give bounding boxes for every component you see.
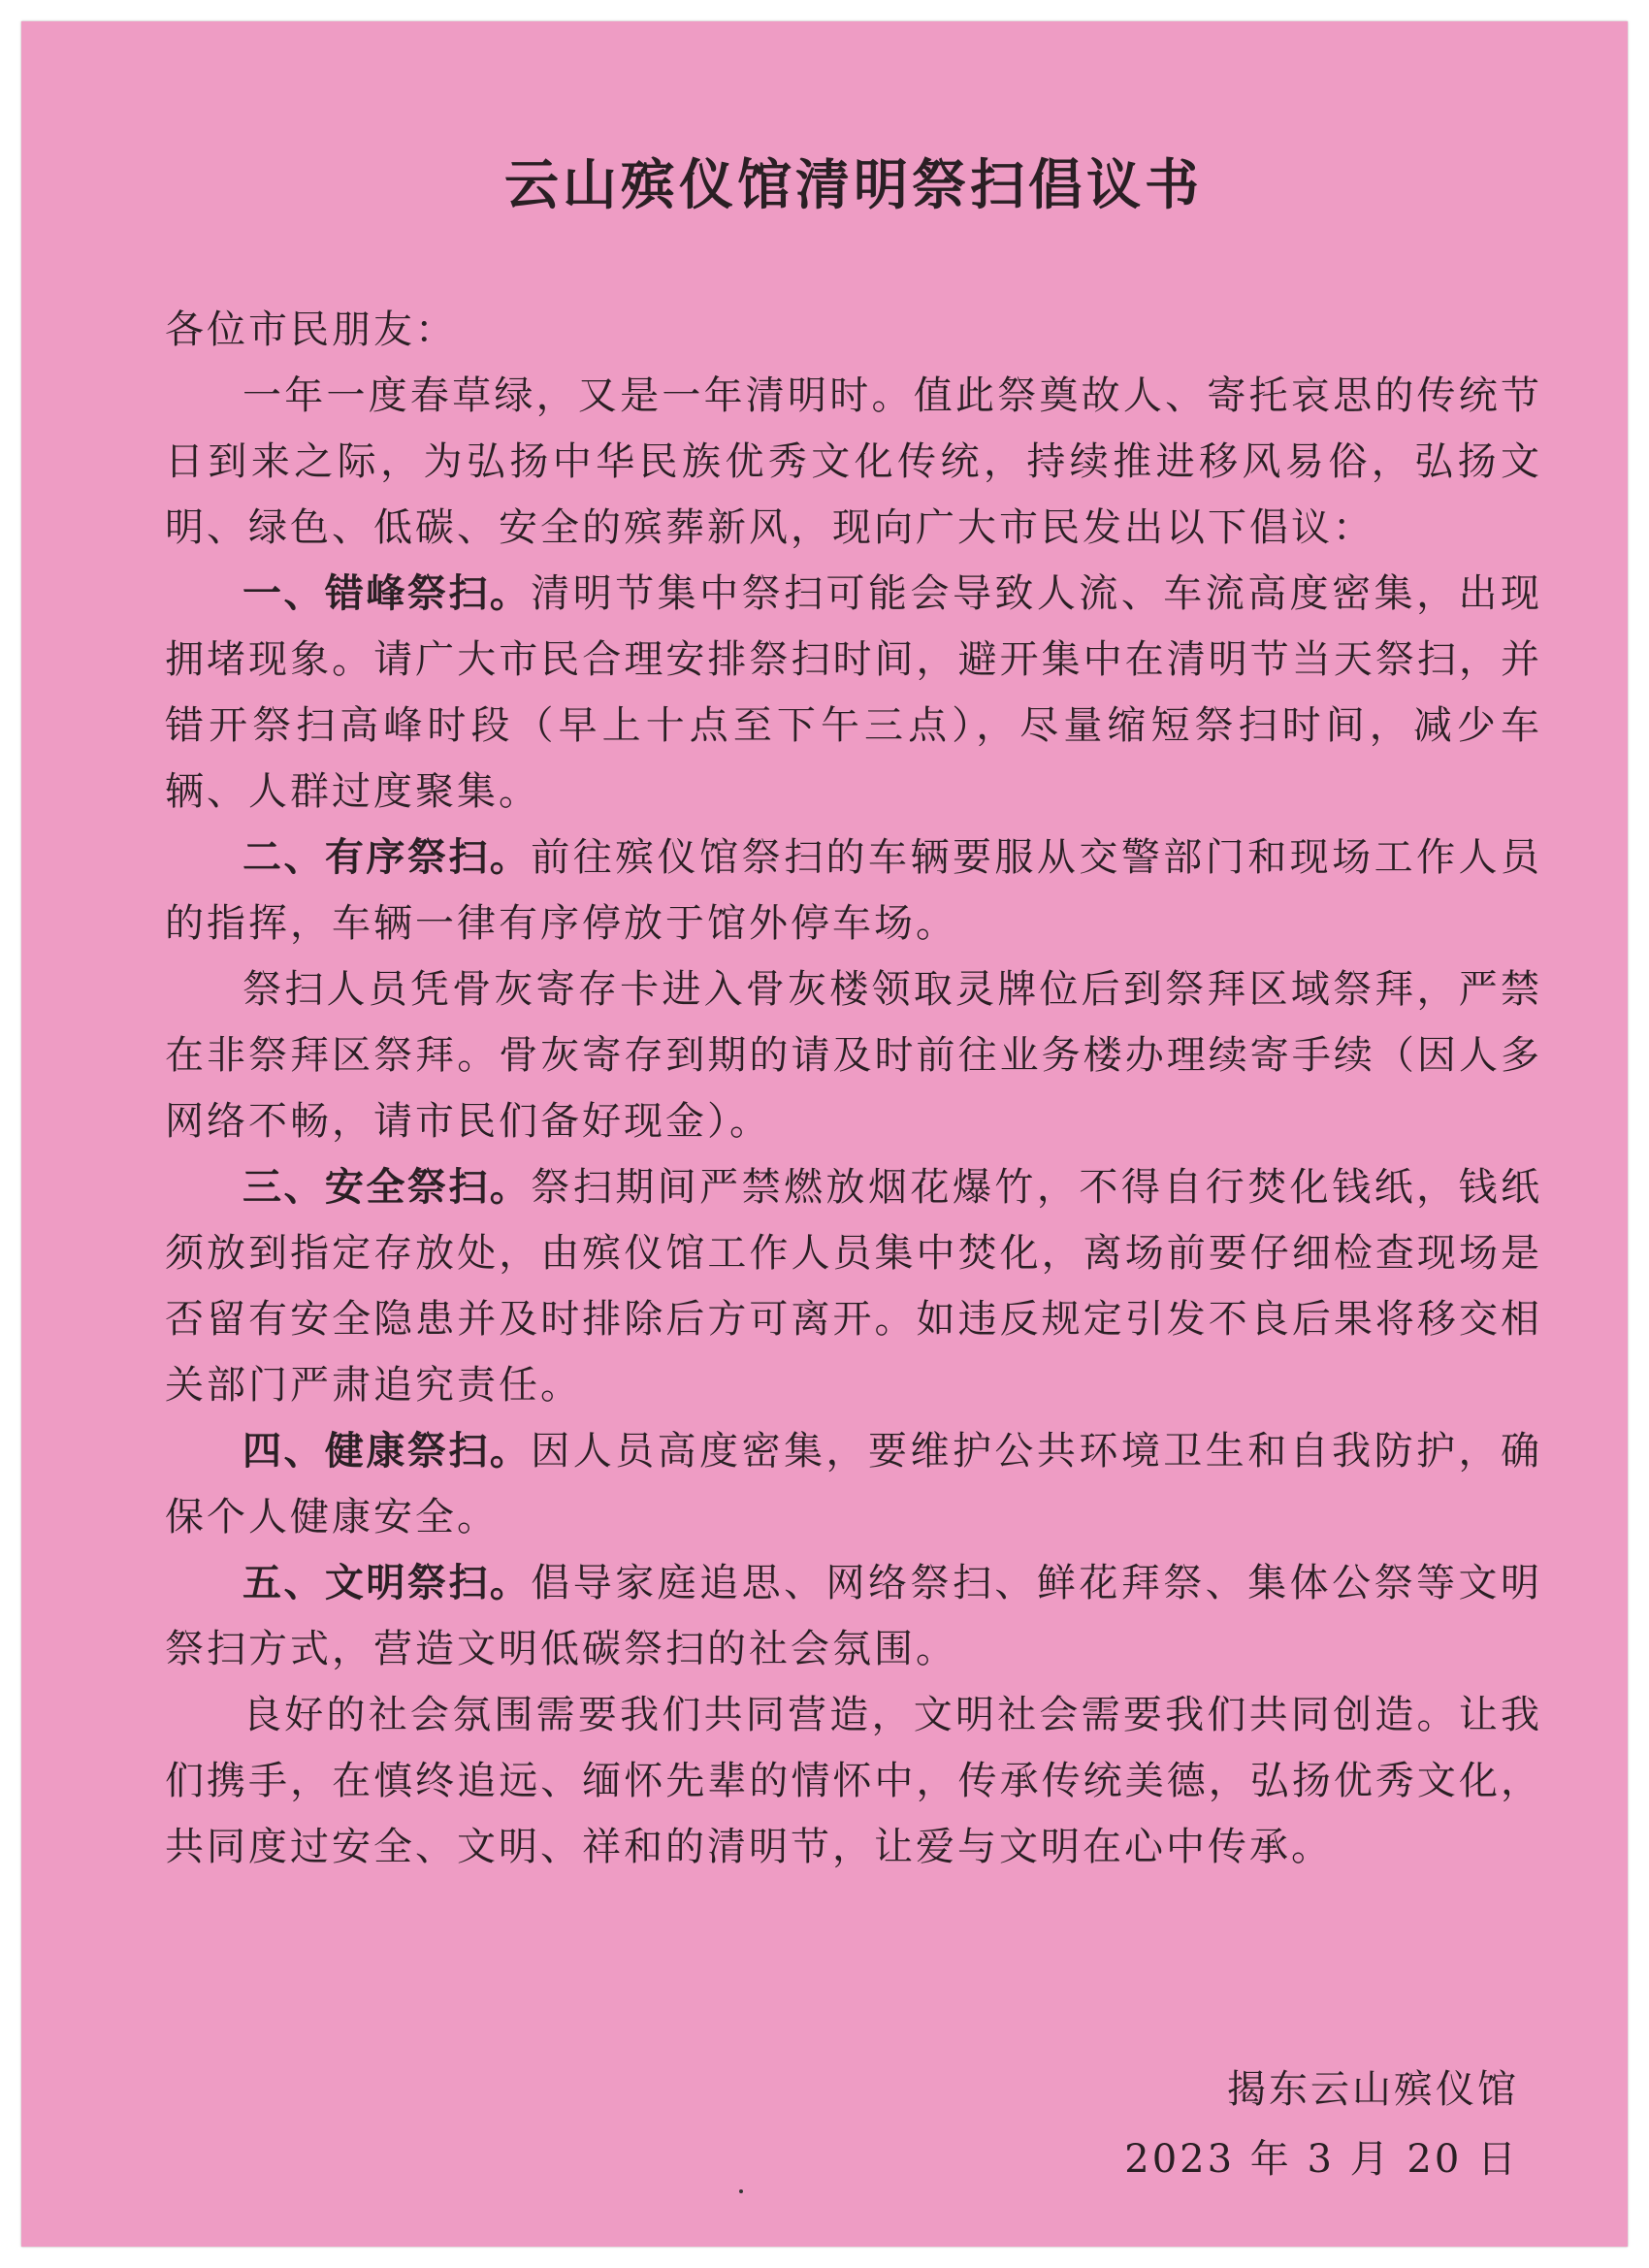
paper-speck: [739, 2189, 743, 2193]
section-civilized: [165, 1550, 1542, 1682]
section-text: 祭扫期间严禁燃放烟花爆竹，不得自行焚化钱纸，钱纸须放到指定存放处，由殡仪馆工作人员集中焚化，离场前要仔细检查现场是否留有安全隐患并及时排除后方可离开。如违反规定引发不良后果将移交相关部门严肃追究责任。: [165, 1165, 1543, 1408]
document-page: [21, 21, 1628, 2247]
section-orderly: [165, 825, 1542, 956]
section-healthy: [165, 1418, 1542, 1550]
section-heading: 一、错峰祭扫。: [242, 571, 532, 616]
section-staggered: [165, 561, 1542, 825]
document-body: [165, 147, 1542, 1880]
section-heading: 三、安全祭扫。: [242, 1165, 532, 1210]
section-text: 前往殡仪馆祭扫的车辆要服从交警部门和现场工作人员的指挥，车辆一律有序停放于馆外停车场。: [165, 835, 1543, 946]
section-orderly-continued: [165, 956, 1542, 1154]
closing-paragraph: 良好的社会氛围需要我们共同营造，文明社会需要我们共同创造。让我们携手，在慎终追远、缅怀先辈的情怀中，传承传统美德，弘扬优秀文化，共同度过安全、文明、祥和的清明节，让爱与文明在心中传承。: [165, 1693, 1542, 1869]
section-heading: 二、有序祭扫。: [242, 835, 532, 880]
section-heading: 四、健康祭扫。: [242, 1429, 532, 1474]
section-safe: [165, 1154, 1542, 1418]
signature-organization: 揭东云山殡仪馆: [1227, 2067, 1519, 2112]
section-text: 因人员高度密集，要维护公共环境卫生和自我防护，确保个人健康安全。: [165, 1429, 1543, 1539]
section-text: 祭扫人员凭骨灰寄存卡进入骨灰楼领取灵牌位后到祭拜区域祭拜，严禁在非祭拜区祭拜。骨灰寄存到期的请及时前往业务楼办理续寄手续（因人多网络不畅，请市民们备好现金）。: [165, 967, 1542, 1144]
salutation: 各位市民朋友：: [165, 308, 457, 352]
section-text: 倡导家庭追思、网络祭扫、鲜花拜祭、集体公祭等文明祭扫方式，营造文明低碳祭扫的社会氛围。: [165, 1561, 1543, 1671]
document-title: 云山殡仪馆清明祭扫倡议书: [504, 154, 1203, 217]
section-heading: 五、文明祭扫。: [242, 1561, 532, 1605]
signature-date: 2023 年 3 月 20 日: [1124, 2137, 1519, 2182]
intro-paragraph: 一年一度春草绿，又是一年清明时。值此祭奠故人、寄托哀思的传统节日到来之际，为弘扬中华民族优秀文化传统，持续推进移风易俗，弘扬文明、绿色、低碳、安全的殡葬新风，现向广大市民发出以下倡议：: [165, 373, 1542, 550]
section-text: 清明节集中祭扫可能会导致人流、车流高度密集，出现拥堵现象。请广大市民合理安排祭扫时间，避开集中在清明节当天祭扫，并错开祭扫高峰时段（早上十点至下午三点），尽量缩短祭扫时间，减少车辆、人群过度聚集。: [165, 571, 1543, 814]
